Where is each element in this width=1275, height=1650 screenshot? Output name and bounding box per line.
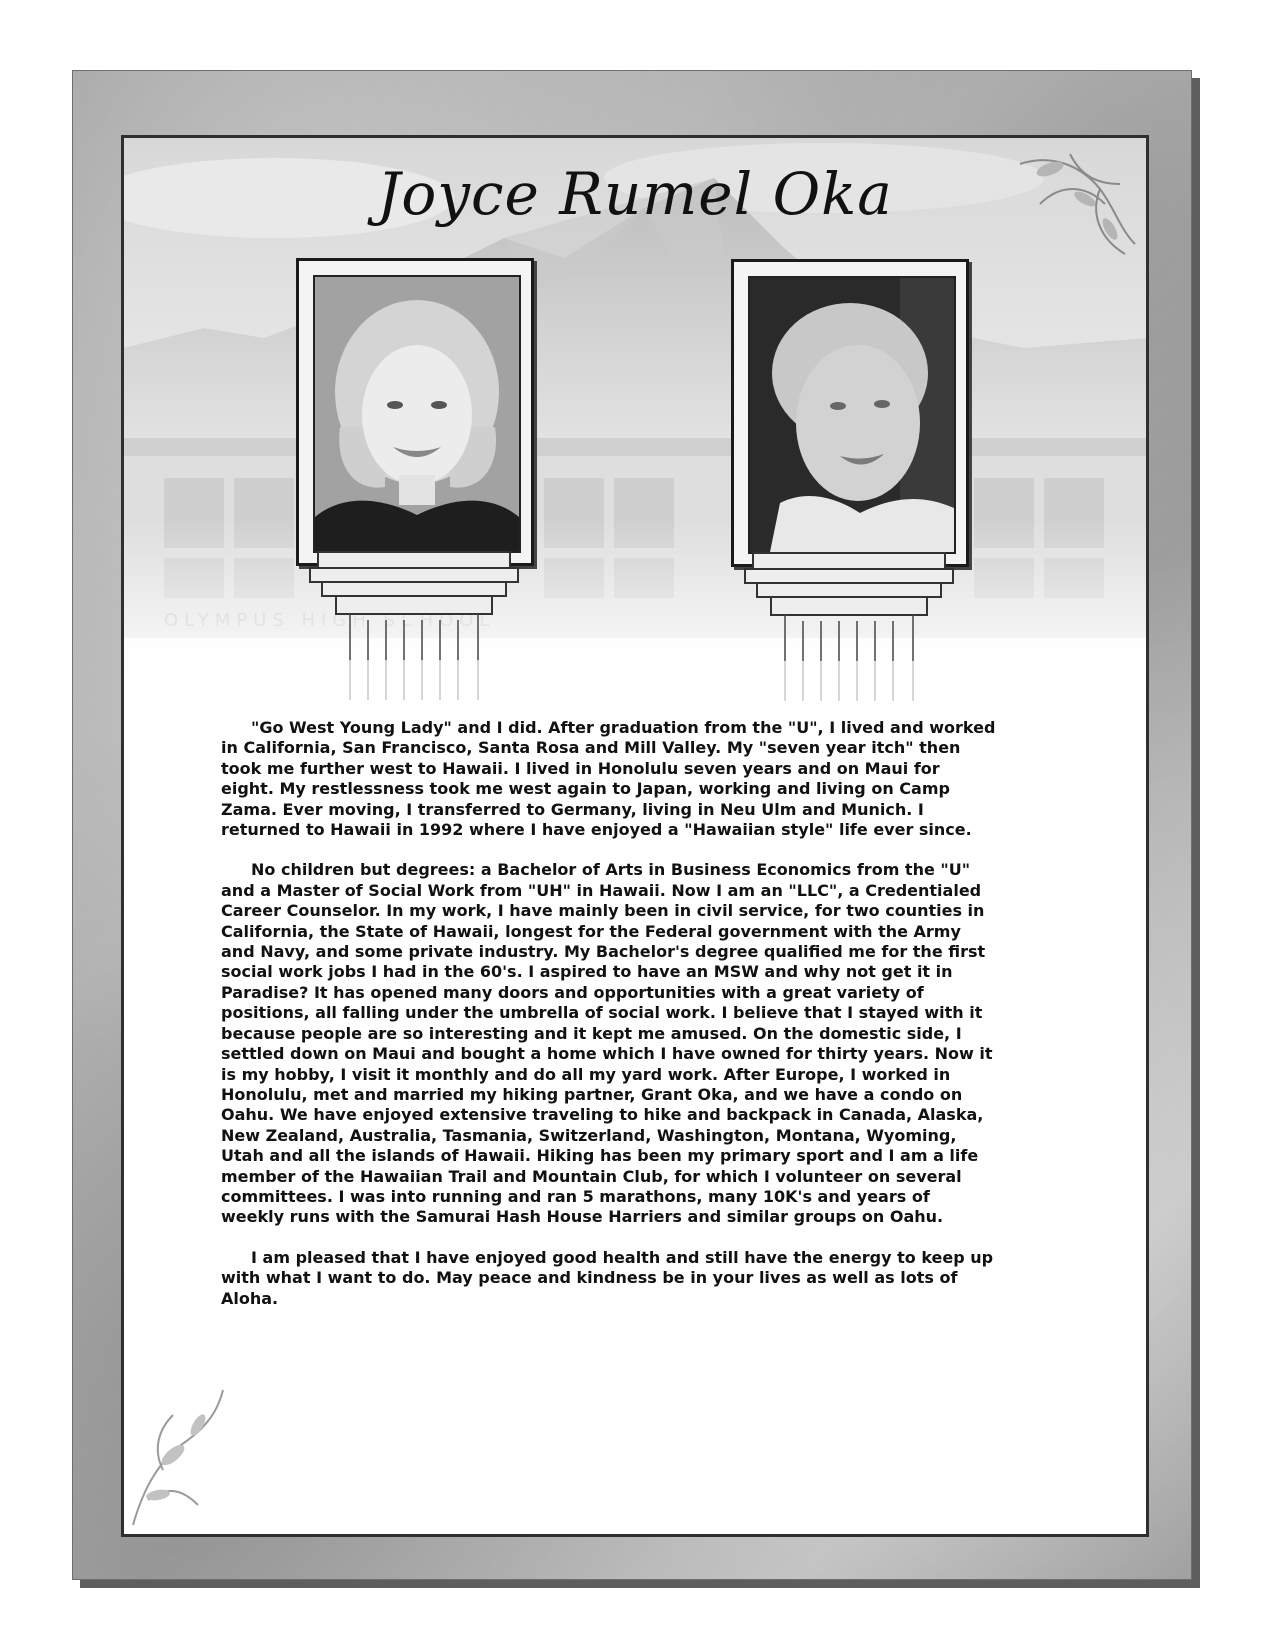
page-title: Joyce Rumel Oka bbox=[377, 160, 893, 228]
young-portrait-photo bbox=[313, 275, 521, 553]
current-portrait-photo bbox=[748, 276, 956, 554]
biography-text bbox=[221, 718, 996, 1329]
bio-paragraph: I am pleased that I have enjoyed good health and still have the energy to keep up with what I want to do. May peace and kindness be in your lives as well as lots of Aloha. bbox=[221, 1247, 994, 1308]
young-portrait-frame bbox=[296, 258, 534, 566]
current-portrait-frame bbox=[731, 259, 969, 567]
content-panel bbox=[121, 135, 1149, 1537]
bio-paragraph: No children but degrees: a Bachelor of Arts in Business Economics from the "U" and a Master of Social Work from "UH" in Hawaii. Now I am an "LLC", a Credentialed Career Counselor. In my work, I have mainly been in civil service, for two counties in California, the State of Hawaii, longest for the Federal government with the Army and Navy, and some private industry. My Bachelor's degree qualified me for the first social work jobs I had in the 60's. I aspired to have an MSW and why not get it in Paradise? It has opened many doors and opportunities with a great variety of positions, all falling under the umbrella of social work. I believe that I stayed with it because people are so interesting and it kept me amused. On the domestic side, I settled down on Maui and bought a home which I have owned for thirty years. Now it is my hobby, I visit it monthly and do all my yard work. After Europe, I worked in Honolulu, met and married my hiking partner, Grant Oka, and we have a condo on Oahu. We have enjoyed extensive traveling to hike and backpack in Canada, Alaska, New Zealand, Australia, Tasmania, Switzerland, Washington, Montana, Wyoming, Utah and all the islands of Hawaii. Hiking has been my primary sport and I am a life member of the Hawaiian Trail and Mountain Club, for which I volunteer on several committees. I was into running and ran 5 marathons, many 10K's and years of weekly runs with the Samurai Hash House Harriers and similar groups on Oahu. bbox=[221, 860, 993, 1227]
gray-page-frame bbox=[72, 70, 1192, 1580]
bio-paragraph: "Go West Young Lady" and I did. After graduation from the "U", I lived and worked in California, San Francisco, Santa Rosa and Mill Valley. My "seven year itch" then took me further west to Hawaii. I lived in Honolulu seven years and on Maui for eight. My restlessness took me west again to Japan, working and living on Camp Zama. Ever moving, I transferred to Germany, living in Neu Ulm and Munich. I returned to Hawaii in 1992 where I have enjoyed a "Hawaiian style" life ever since. bbox=[221, 718, 996, 840]
pedestal-column-icon bbox=[292, 550, 536, 700]
pedestal-column-icon bbox=[727, 551, 971, 701]
floral-ornament-icon bbox=[128, 1380, 228, 1530]
